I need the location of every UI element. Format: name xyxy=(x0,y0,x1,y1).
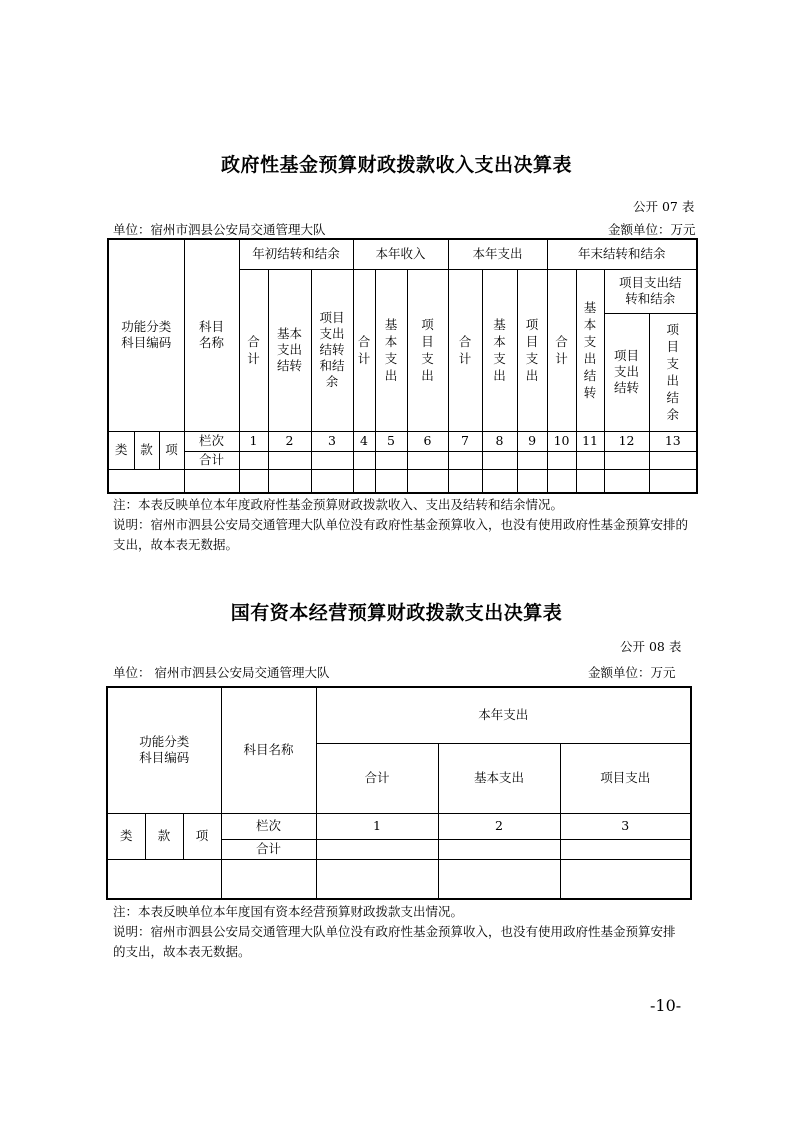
table07-note: 注：本表反映单位本年度政府性基金预算财政拨款收入、支出及结转和结余情况。 xyxy=(113,497,564,512)
expense-basic-header: 基本支出 xyxy=(438,743,560,813)
row-label-heji: 合计 xyxy=(221,839,316,859)
page-number: -10- xyxy=(650,996,682,1015)
empty-cell xyxy=(604,469,649,493)
col-number: 1 xyxy=(239,431,268,451)
table08-explanation: 说明：宿州市泗县公安局交通管理大队单位没有政府性基金预算收入，也没有使用政府性基金预算安排的支出，故本表无数据。 xyxy=(113,924,676,959)
empty-cell xyxy=(576,451,604,469)
row-label-kuan: 款 xyxy=(145,813,183,859)
empty-cell xyxy=(438,859,560,899)
table07-unit: 单位：宿州市泗县公安局交通管理大队 xyxy=(113,222,326,237)
col-number: 5 xyxy=(375,431,407,451)
col-number: 3 xyxy=(311,431,353,451)
begin-basic-carry-header: 基本支出结转 xyxy=(268,269,311,431)
empty-cell xyxy=(268,451,311,469)
empty-cell xyxy=(604,451,649,469)
group-income-header: 本年收入 xyxy=(353,239,448,269)
col-number: 2 xyxy=(268,431,311,451)
empty-cell xyxy=(268,469,311,493)
table07-title: 政府性基金预算财政拨款收入支出决算表 xyxy=(220,154,572,176)
empty-cell xyxy=(482,451,517,469)
empty-cell xyxy=(547,451,576,469)
empty-cell xyxy=(353,451,375,469)
empty-cell xyxy=(407,469,448,493)
col-number: 9 xyxy=(517,431,547,451)
empty-cell xyxy=(311,469,353,493)
group-end-header: 年末结转和结余 xyxy=(547,239,697,269)
row-label-kuan: 款 xyxy=(134,431,159,469)
col-number: 2 xyxy=(438,813,560,839)
empty-cell xyxy=(407,451,448,469)
end-project-group-header: 项目支出结转和结余 xyxy=(604,269,697,313)
empty-cell xyxy=(239,469,268,493)
table08 xyxy=(106,686,692,900)
table08-code: 公开 08 表 xyxy=(620,639,682,654)
subject-name-header: 科目名称 xyxy=(184,239,239,431)
empty-cell xyxy=(649,469,697,493)
income-basic-header: 基本支出 xyxy=(375,269,407,431)
row-label-lei: 类 xyxy=(107,813,145,859)
expense-sum-header: 合计 xyxy=(316,743,438,813)
end-project-balance-header: 项目支出结余 xyxy=(649,313,697,431)
empty-cell xyxy=(108,469,184,493)
table08-unit: 单位： 宿州市泗县公安局交通管理大队 xyxy=(113,665,330,680)
func-code-header: 功能分类科目编码 xyxy=(108,239,184,431)
group-expense-header: 本年支出 xyxy=(316,687,691,743)
table07-amount-unit: 金额单位：万元 xyxy=(608,222,696,237)
row-label-xiang: 项 xyxy=(159,431,184,469)
row-label-lanci: 栏次 xyxy=(184,431,239,451)
table07-code: 公开 07 表 xyxy=(633,199,695,214)
empty-cell xyxy=(375,469,407,493)
empty-cell xyxy=(547,469,576,493)
empty-cell xyxy=(107,859,221,899)
group-begin-header: 年初结转和结余 xyxy=(239,239,353,269)
col-number: 11 xyxy=(576,431,604,451)
col-number: 4 xyxy=(353,431,375,451)
row-label-xiang: 项 xyxy=(183,813,221,859)
empty-cell xyxy=(448,451,482,469)
empty-cell xyxy=(482,469,517,493)
end-project-carry-header: 项目支出结转 xyxy=(604,313,649,431)
col-number: 1 xyxy=(316,813,438,839)
func-code-header: 功能分类科目编码 xyxy=(107,687,221,813)
empty-cell xyxy=(438,839,560,859)
empty-cell xyxy=(311,451,353,469)
begin-sum-header: 合计 xyxy=(239,269,268,431)
empty-cell xyxy=(184,469,239,493)
row-label-heji: 合计 xyxy=(184,451,239,469)
income-sum-header: 合计 xyxy=(353,269,375,431)
empty-cell xyxy=(375,451,407,469)
empty-cell xyxy=(517,469,547,493)
expense-project-header: 项目支出 xyxy=(517,269,547,431)
col-number: 7 xyxy=(448,431,482,451)
empty-cell xyxy=(221,859,316,899)
col-number: 8 xyxy=(482,431,517,451)
empty-cell xyxy=(316,839,438,859)
empty-cell xyxy=(517,451,547,469)
col-number: 10 xyxy=(547,431,576,451)
row-label-lei: 类 xyxy=(108,431,134,469)
expense-project-header: 项目支出 xyxy=(560,743,691,813)
table07 xyxy=(107,238,698,494)
col-number: 12 xyxy=(604,431,649,451)
table08-amount-unit: 金额单位：万元 xyxy=(588,665,676,680)
empty-cell xyxy=(560,839,691,859)
empty-cell xyxy=(239,451,268,469)
empty-cell xyxy=(576,469,604,493)
table08-note: 注：本表反映单位本年度国有资本经营预算财政拨款支出情况。 xyxy=(113,904,464,919)
table07-explanation: 说明：宿州市泗县公安局交通管理大队单位没有政府性基金预算收入，也没有使用政府性基金预算安排的支出，故本表无数据。 xyxy=(113,517,689,552)
end-basic-carry-header: 基本支出结转 xyxy=(576,269,604,431)
empty-cell xyxy=(649,451,697,469)
col-number: 13 xyxy=(649,431,697,451)
expense-sum-header: 合计 xyxy=(448,269,482,431)
begin-project-carry-header: 项目支出结转和结余 xyxy=(311,269,353,431)
col-number: 6 xyxy=(407,431,448,451)
table08-title: 国有资本经营预算财政拨款支出决算表 xyxy=(230,602,563,624)
income-project-header: 项目支出 xyxy=(407,269,448,431)
empty-cell xyxy=(560,859,691,899)
col-number: 3 xyxy=(560,813,691,839)
empty-cell xyxy=(353,469,375,493)
end-sum-header: 合计 xyxy=(547,269,576,431)
group-expense-header: 本年支出 xyxy=(448,239,547,269)
empty-cell xyxy=(316,859,438,899)
row-label-lanci: 栏次 xyxy=(221,813,316,839)
empty-cell xyxy=(448,469,482,493)
expense-basic-header: 基本支出 xyxy=(482,269,517,431)
subject-name-header: 科目名称 xyxy=(221,687,316,813)
